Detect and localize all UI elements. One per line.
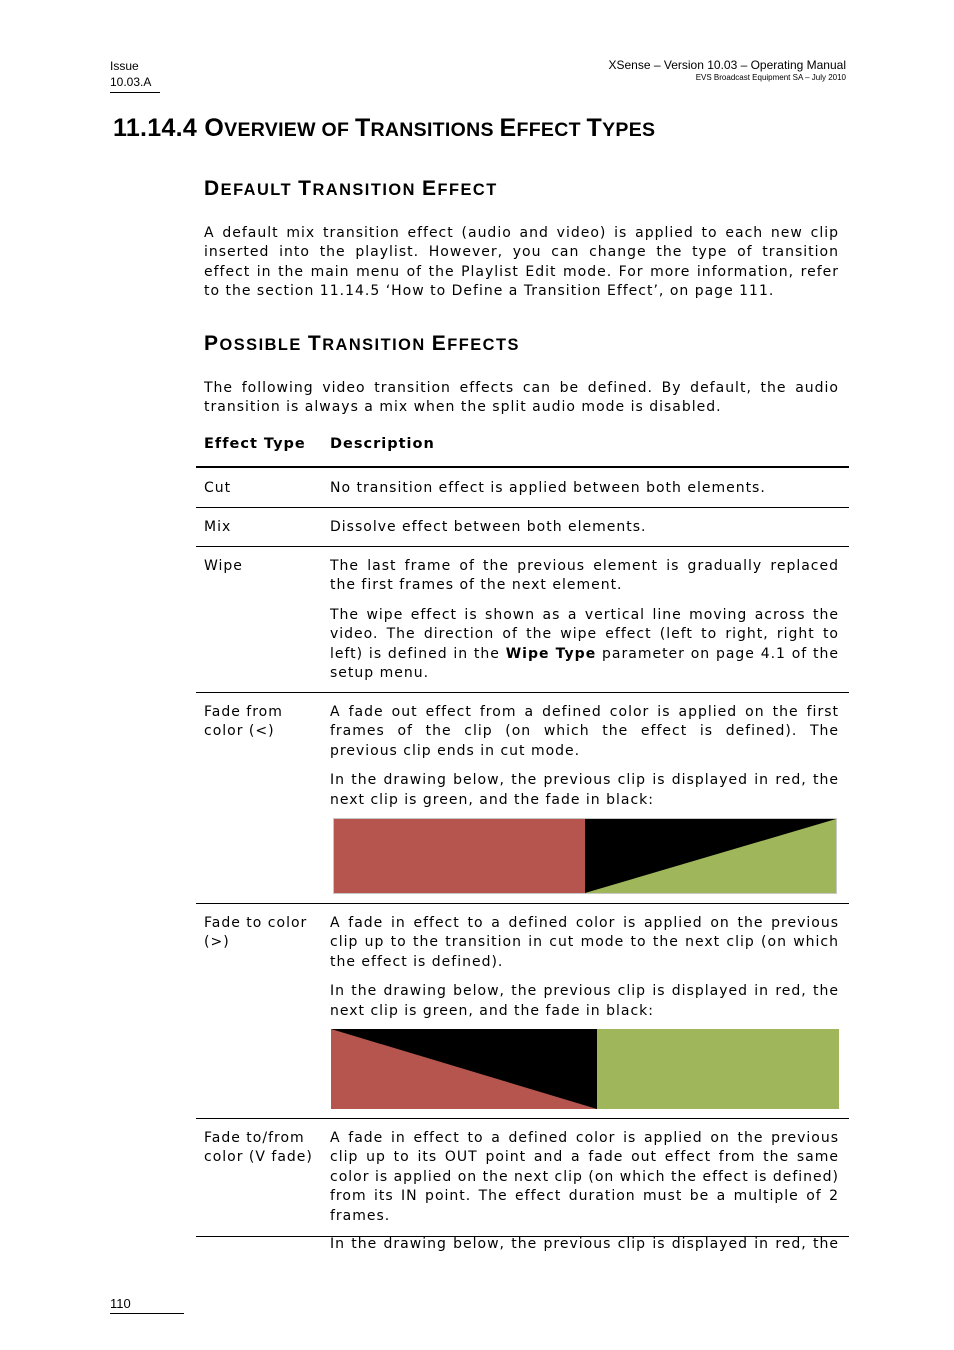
fade-from-color-drawing: [333, 818, 837, 894]
fade-from-desc-2: In the drawing below, the previous clip is displayed in red, the next clip is green, and the fade in black:: [330, 772, 839, 808]
table-row-v-fade: [196, 1119, 849, 1253]
default-effect-text: A default mix transition effect (audio and video) is applied to each new clip inserted into the playlist. However, you can change the type of transition effect in the main menu of the Playlist Edit mode. For more information, refer to the section 11.14.5 ‘How to Define a Transition Effect’, on page 111.: [204, 225, 839, 300]
section-heading: [113, 114, 655, 143]
default-effect-heading: DEFAULT TRANSITION EFFECT: [204, 177, 498, 200]
header-title-block: [609, 58, 847, 83]
fade-to-desc-1: A fade in effect to a defined color is applied on the previous clip up to the transition in cut mode to the next clip (on which the effect is defined).: [330, 915, 839, 970]
table-row-cut: [196, 468, 849, 508]
effect-desc-cell: [330, 703, 839, 810]
effect-type-cell: Wipe: [204, 558, 243, 574]
possible-effects-text: The following video transition effects can be defined. By default, the audio transition is always a mix when the split audio mode is disabled.: [204, 380, 839, 416]
effects-table: [196, 430, 849, 1253]
issue-number: 10.03.A: [110, 74, 160, 93]
wipe-desc-2: The wipe effect is shown as a vertical line moving across the video. The direction of the wipe effect (left to right, right to left) is defined in the Wipe Type parameter on page 4.1 of the setup menu.: [330, 606, 840, 682]
v-fade-desc-2: In the drawing below, the previous clip is displayed in red, the: [330, 1236, 839, 1253]
wipe-desc-1: The last frame of the previous element is gradually replaced the first frames of the next element.: [330, 558, 839, 594]
col-header-description: Description: [330, 436, 435, 452]
wipe-type-param: Wipe Type: [505, 645, 597, 662]
fade-to-desc-2: In the drawing below, the previous clip is displayed in red, the next clip is green, and the fade in black:: [330, 983, 839, 1019]
effect-desc-cell: [330, 557, 839, 683]
manual-title: XSense – Version 10.03 – Operating Manual: [608, 58, 846, 72]
table-row-fade-from-color: [196, 693, 849, 904]
effect-type-cell: Fade to color (>): [204, 915, 308, 951]
page-number: 110: [110, 1296, 184, 1314]
table-row-mix: [196, 508, 849, 547]
effect-desc-cell: Dissolve effect between both elements.: [330, 519, 647, 535]
v-fade-desc-1: A fade in effect to a defined color is applied on the previous clip up to its OUT point and a fade out effect from the same color is applied on the next clip (on which the effect is defined) from its IN point. The effect duration must be a multiple of 2 frames.: [330, 1130, 839, 1224]
table-row-wipe: [196, 547, 849, 693]
header-issue: [110, 58, 160, 93]
effect-type-cell: Cut: [204, 480, 232, 496]
next-clip-green: [597, 1029, 839, 1109]
publisher-line: EVS Broadcast Equipment SA – July 2010: [695, 73, 846, 82]
fade-to-color-drawing: [331, 1029, 839, 1109]
section-number: 11.14.4: [113, 114, 198, 142]
section-title: OVERVIEW OF TRANSITIONS EFFECT TYPES: [204, 114, 656, 142]
effect-desc-cell: [330, 914, 839, 1021]
possible-effects-heading: POSSIBLE TRANSITION EFFECTS: [204, 332, 520, 355]
effect-desc-cell: [330, 1129, 839, 1254]
effect-desc-cell: No transition effect is applied between both elements.: [330, 480, 766, 496]
col-header-effect-type: Effect Type: [204, 436, 306, 452]
table-header: [196, 430, 849, 468]
effect-type-cell: Fade from color (<): [204, 704, 283, 740]
table-row-fade-to-color: [196, 904, 849, 1119]
issue-label: Issue: [110, 59, 139, 73]
effect-type-cell: Fade to/from color (V fade): [204, 1130, 313, 1166]
effect-type-cell: Mix: [204, 519, 232, 535]
previous-clip-red: [334, 819, 585, 893]
fade-from-desc-1: A fade out effect from a defined color is applied on the first frames of the clip (on which the effect is defined). The previous clip ends in cut mode.: [330, 704, 839, 759]
